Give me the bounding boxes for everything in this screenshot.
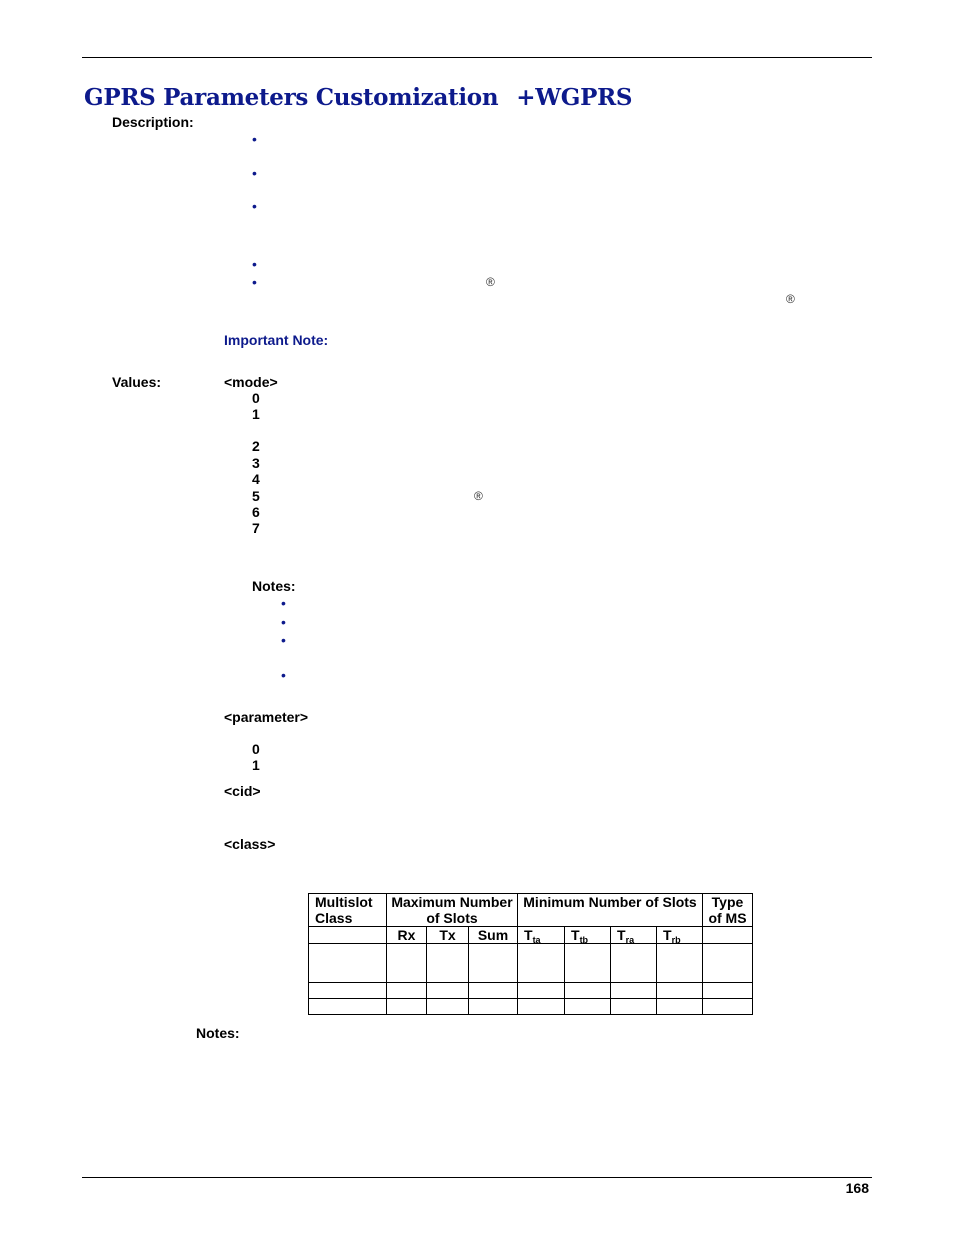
table-cell	[469, 999, 518, 1015]
table-cell	[387, 999, 427, 1015]
subheader-tta	[518, 927, 565, 944]
subheader-trb	[657, 927, 703, 944]
t-letter: T	[524, 927, 533, 943]
table-header-row	[309, 894, 753, 927]
table-cell	[611, 999, 657, 1015]
table-cell	[703, 927, 753, 944]
table-cell	[309, 944, 387, 983]
page-number: 168	[845, 1180, 869, 1196]
registered-mark: ®	[486, 275, 495, 289]
t-letter: T	[663, 927, 672, 943]
command-name: +WGPRS	[516, 84, 633, 111]
table-cell	[427, 944, 469, 983]
table-cell	[387, 983, 427, 999]
table-cell	[703, 944, 753, 983]
table-row	[309, 983, 753, 999]
t-letter: T	[571, 927, 580, 943]
table-cell	[657, 983, 703, 999]
bullet: •	[252, 256, 257, 272]
registered-mark: ®	[474, 489, 483, 503]
mode-value: 4	[252, 471, 260, 487]
table-cell	[703, 983, 753, 999]
mode-value: 2	[252, 438, 260, 454]
multislot-class-table	[308, 893, 753, 1015]
table-cell	[387, 944, 427, 983]
bullet: •	[281, 595, 286, 611]
mode-value: 1	[252, 406, 260, 422]
table-cell	[611, 944, 657, 983]
mode-value: 0	[252, 390, 260, 406]
table-cell	[309, 983, 387, 999]
bullet: •	[252, 274, 257, 290]
subscript-rb: rb	[671, 935, 681, 945]
table-cell	[309, 927, 387, 944]
mode-value: 6	[252, 504, 260, 520]
title-text: GPRS Parameters Customization	[84, 84, 499, 111]
table-cell	[657, 944, 703, 983]
parameter-value: 1	[252, 757, 260, 773]
table-cell	[469, 944, 518, 983]
table-row	[309, 999, 753, 1015]
header-type-ms: Type of MS	[703, 894, 753, 927]
table-cell	[518, 999, 565, 1015]
table-cell	[518, 983, 565, 999]
param-cid: <cid>	[224, 783, 261, 799]
t-letter: T	[617, 927, 626, 943]
bullet: •	[252, 131, 257, 147]
parameter-value: 0	[252, 741, 260, 757]
header-rule	[82, 57, 872, 58]
table-cell	[611, 983, 657, 999]
bullet: •	[281, 632, 286, 648]
table-cell	[657, 999, 703, 1015]
subheader-rx: Rx	[387, 927, 427, 944]
registered-mark: ®	[786, 292, 795, 306]
mode-notes-label: Notes:	[252, 578, 296, 594]
subheader-tx: Tx	[427, 927, 469, 944]
subscript-ra: ra	[625, 935, 635, 945]
subscript-tb: tb	[579, 935, 589, 945]
notes-label: Notes:	[196, 1025, 240, 1041]
table-row	[309, 944, 753, 983]
table-cell	[309, 999, 387, 1015]
important-note-label: Important Note:	[224, 332, 329, 348]
page-title	[84, 84, 632, 111]
table-cell	[703, 999, 753, 1015]
footer-rule	[82, 1177, 872, 1178]
subscript-ta: ta	[532, 935, 541, 945]
param-mode: <mode>	[224, 374, 278, 390]
mode-value: 5	[252, 488, 260, 504]
param-parameter: <parameter>	[224, 709, 309, 725]
header-max-slots: Maximum Number of Slots	[387, 894, 518, 927]
subheader-sum: Sum	[469, 927, 518, 944]
bullet: •	[252, 165, 257, 181]
table-cell	[565, 983, 611, 999]
bullet: •	[252, 198, 257, 214]
bullet: •	[281, 667, 286, 683]
mode-value: 7	[252, 520, 260, 536]
table-cell	[565, 944, 611, 983]
table-subheader-row	[309, 927, 753, 944]
mode-value: 3	[252, 455, 260, 471]
table-cell	[565, 999, 611, 1015]
table-cell	[469, 983, 518, 999]
table-cell	[518, 944, 565, 983]
subheader-tra	[611, 927, 657, 944]
values-label: Values:	[112, 374, 162, 390]
header-min-slots: Minimum Number of Slots	[518, 894, 703, 927]
description-label: Description:	[112, 114, 194, 130]
table-cell	[427, 983, 469, 999]
subheader-ttb	[565, 927, 611, 944]
param-class: <class>	[224, 836, 276, 852]
table-cell	[427, 999, 469, 1015]
bullet: •	[281, 614, 286, 630]
header-multislot-class: Multislot Class	[309, 894, 387, 927]
